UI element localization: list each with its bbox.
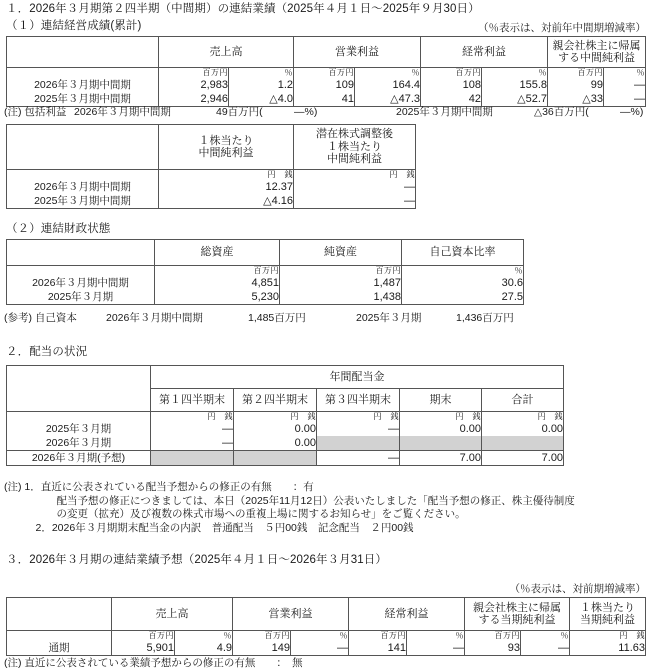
cell-sales-pct: △4.0 [229,92,294,107]
unit-year-end: 円 銭 [400,412,482,423]
cell-total: 0.00 [482,422,564,436]
header-ordinary-income: 経常利益 [421,37,548,68]
header-diluted-eps-line3: 中間純利益 [327,153,382,166]
equity-note-value1: 1,485百万円 [248,312,306,324]
header-diluted-eps-line1: 潜在株式調整後 [316,128,393,141]
table-row [7,194,416,209]
table-row [7,290,524,305]
cell-op-amount: 109 [294,78,355,92]
cell-total [482,436,564,451]
dividend-note-3: の変更（拡充）及び複数の株式市場への重複上場に関するお知らせ」をご覧ください。 [4,508,466,520]
unit-blank [7,631,112,642]
consolidated-results-table-wrap [6,36,646,107]
unit-op-pct: ％ [291,631,349,642]
unit-sales-amount: 百万円 [159,68,229,79]
header-q1-end: 第１四半期末 [151,389,234,412]
cell-q3: — [317,422,400,436]
row-label: 2026年３月期(予想) [7,451,151,466]
cell-ord-amount: 108 [421,78,482,92]
cell-sales-amount: 2,946 [159,92,229,107]
cell-sales-pct: 1.2 [229,78,294,92]
dividend-note-2: 配当予想の修正につきましては、本日（2025年11月12日）公表いたしました「配当予想の修正、株主優待制度 [4,494,575,507]
row-label: 2026年３月期 [7,436,151,451]
cell-ni-pct: — [604,92,646,107]
cell-total-assets: 4,851 [155,276,280,290]
header-blank [7,37,159,68]
cell-eps: 12.37 [159,180,294,194]
unit-sales-pct: ％ [229,68,294,79]
section1-sub1-title: （１）連結経営成績(累計) [6,20,142,32]
consolidated-results-table [6,36,646,107]
section1-sub2-title: （２）連結財政状態 [6,223,111,235]
dividend-note-4: 2．2026年３月期期末配当金の内訳 普通配当 ５円00銭 記念配当 ２円00銭 [4,521,414,534]
section1-percent-note: （％表示は、対前年中間期増減率） [478,22,646,34]
unit-ni-amount: 百万円 [465,631,521,642]
cell-q2: 0.00 [234,436,317,451]
unit-ni-pct: ％ [604,68,646,79]
header-diluted-eps [294,125,416,170]
dividend-notes [4,481,651,535]
header-net-income-line2: する当期純利益 [478,614,556,626]
equity-note-period2: 2025年３月期 [356,312,422,324]
row-label: 2025年３月期中間期 [7,92,159,107]
unit-ord-pct: ％ [482,68,548,79]
cell-equity-ratio: 30.6 [402,276,524,290]
comp-note-value2: △36百万円( [534,106,589,118]
cell-sales-pct: 4.9 [175,641,233,656]
cell-equity-ratio: 27.5 [402,290,524,305]
unit-total: 円 銭 [482,412,564,423]
table-row [7,422,564,436]
row-label: 2025年３月期中間期 [7,194,159,209]
row-label: 2025年３月期 [7,422,151,436]
section3-title: ３．2026年３月期の連結業績予想（2025年４月１日～2026年３月31日） [6,554,387,566]
header-eps-line2: 中間純利益 [198,147,254,159]
comp-note-pct2: —%) [620,106,644,118]
comp-note-period1: 2026年３月期中間期 [74,106,171,118]
header-net-sales: 売上高 [112,598,233,631]
table-row [7,92,646,107]
table-row [7,180,416,194]
header-blank [7,366,151,412]
table-unit-row [7,412,564,423]
table-row [7,451,564,466]
unit-ni-pct: ％ [521,631,570,642]
cell-ord-pct: △52.7 [482,92,548,107]
financial-position-table [6,239,524,305]
header-eps-line1: １株当たり [580,601,635,614]
cell-q2: 0.00 [234,422,317,436]
equity-note-prefix: (参考) 自己資本 [4,312,77,324]
header-eps [159,125,294,170]
unit-blank [7,266,155,277]
table-row [7,276,524,290]
header-eps [570,598,646,631]
header-net-income-attributable [465,598,570,631]
unit-diluted-eps: 円 銭 [294,170,416,181]
cell-ni-pct: — [521,641,570,656]
cell-op-pct: — [291,641,349,656]
table-row [7,641,646,656]
table-header-row [7,125,416,170]
table-header-row [7,37,646,68]
header-ordinary-income: 経常利益 [349,598,465,631]
dividend-table [6,365,564,466]
financial-position-table-wrap [6,239,524,305]
header-blank [7,240,155,266]
comp-note-pct1: —%) [294,106,318,118]
equity-note-period1: 2026年３月期中間期 [106,312,203,324]
unit-net-assets: 百万円 [280,266,402,277]
table-row [7,78,646,92]
unit-ni-amount: 百万円 [548,68,604,79]
cell-op-pct: 164.4 [355,78,421,92]
header-blank [7,125,159,170]
header-annual-dividend: 年間配当金 [151,366,564,389]
header-operating-income: 営業利益 [294,37,421,68]
eps-table-wrap [6,124,416,209]
table-unit-row [7,631,646,642]
row-label: 通期 [7,641,112,656]
unit-eps: 円 銭 [159,170,294,181]
header-net-income-attributable [548,37,646,68]
row-label: 2025年３月期 [7,290,155,305]
section2-title: ２．配当の状況 [6,346,88,358]
unit-sales-pct: ％ [175,631,233,642]
header-q2-end: 第２四半期末 [234,389,317,412]
cell-total: 7.00 [482,451,564,466]
header-total: 合計 [482,389,564,412]
unit-ord-amount: 百万円 [349,631,407,642]
table-header-row-group [7,366,564,389]
section3-percent-note: （％表示は、対前期増減率） [509,583,646,595]
unit-q3: 円 銭 [317,412,400,423]
unit-blank [7,170,159,181]
unit-equity-ratio: ％ [402,266,524,277]
cell-ord-pct: — [407,641,465,656]
cell-ord-pct: 155.8 [482,78,548,92]
eps-table [6,124,416,209]
header-diluted-eps-line2: １株当たり [327,140,382,153]
cell-q1 [151,451,234,466]
dividend-table-wrap [6,365,564,466]
equity-note-value2: 1,436百万円 [456,312,514,324]
header-blank [7,598,112,631]
cell-ni-amount: 93 [465,641,521,656]
forecast-table-wrap [6,597,646,656]
table-unit-row [7,170,416,181]
cell-q1: — [151,436,234,451]
unit-sales-amount: 百万円 [112,631,175,642]
unit-eps: 円 銭 [570,631,646,642]
forecast-table [6,597,646,656]
unit-op-amount: 百万円 [233,631,291,642]
row-label: 2026年３月期中間期 [7,78,159,92]
unit-ord-amount: 百万円 [421,68,482,79]
header-net-income-line1: 親会社株主に帰属 [552,39,641,52]
header-total-assets: 総資産 [155,240,280,266]
cell-diluted-eps: — [294,180,416,194]
cell-ni-pct: — [604,78,646,92]
cell-year-end: 0.00 [400,422,482,436]
header-q3-end: 第３四半期末 [317,389,400,412]
unit-op-amount: 百万円 [294,68,355,79]
cell-q1: — [151,422,234,436]
cell-total-assets: 5,230 [155,290,280,305]
unit-total-assets: 百万円 [155,266,280,277]
comp-note-value1: 49百万円( [216,106,263,118]
header-year-end: 期末 [400,389,482,412]
unit-q2: 円 銭 [234,412,317,423]
header-eps-line1: １株当たり [198,134,254,147]
cell-q2 [234,451,317,466]
header-equity-ratio: 自己資本比率 [402,240,524,266]
cell-year-end [400,436,482,451]
header-operating-income: 営業利益 [233,598,349,631]
cell-diluted-eps: — [294,194,416,209]
cell-eps: △4.16 [159,194,294,209]
cell-q3: — [317,451,400,466]
unit-ord-pct: ％ [407,631,465,642]
cell-net-assets: 1,487 [280,276,402,290]
comprehensive-income-note [4,106,651,120]
table-header-row [7,240,524,266]
unit-blank [7,68,159,79]
cell-year-end: 7.00 [400,451,482,466]
header-eps-line2: 当期純利益 [580,614,635,626]
cell-ord-amount: 42 [421,92,482,107]
dividend-note-1: (注) 1．直近に公表されている配当予想からの修正の有無 ：有 [4,481,314,493]
comp-note-period2: 2025年３月期中間期 [396,106,493,118]
cell-op-amount: 41 [294,92,355,107]
cell-ord-amount: 141 [349,641,407,656]
equity-reference-note [4,312,651,326]
table-row [7,436,564,451]
cell-sales-amount: 2,983 [159,78,229,92]
cell-eps: 11.63 [570,641,646,656]
unit-op-pct: ％ [355,68,421,79]
header-net-assets: 純資産 [280,240,402,266]
unit-blank [7,412,151,423]
header-net-sales: 売上高 [159,37,294,68]
header-net-income-line1: 親会社株主に帰属 [473,601,561,614]
cell-sales-amount: 5,901 [112,641,175,656]
cell-op-pct: △47.3 [355,92,421,107]
cell-ni-amount: 99 [548,78,604,92]
cell-q3 [317,436,400,451]
section1-title: １．2026年３月期第２四半期（中間期）の連結業績（2025年４月１日～2025年９月30日） [6,3,480,15]
forecast-note: (注) 直近に公表されている業績予想からの修正の有無 ： 無 [4,657,303,669]
table-unit-row [7,266,524,277]
table-unit-row [7,68,646,79]
row-label: 2026年３月期中間期 [7,180,159,194]
cell-net-assets: 1,438 [280,290,402,305]
cell-ni-amount: △33 [548,92,604,107]
comp-note-prefix: (注) 包括利益 [4,106,67,118]
row-label: 2026年３月期中間期 [7,276,155,290]
unit-q1: 円 銭 [151,412,234,423]
table-header-row [7,598,646,631]
header-net-income-line2: する中間純利益 [558,52,635,64]
cell-op-amount: 149 [233,641,291,656]
